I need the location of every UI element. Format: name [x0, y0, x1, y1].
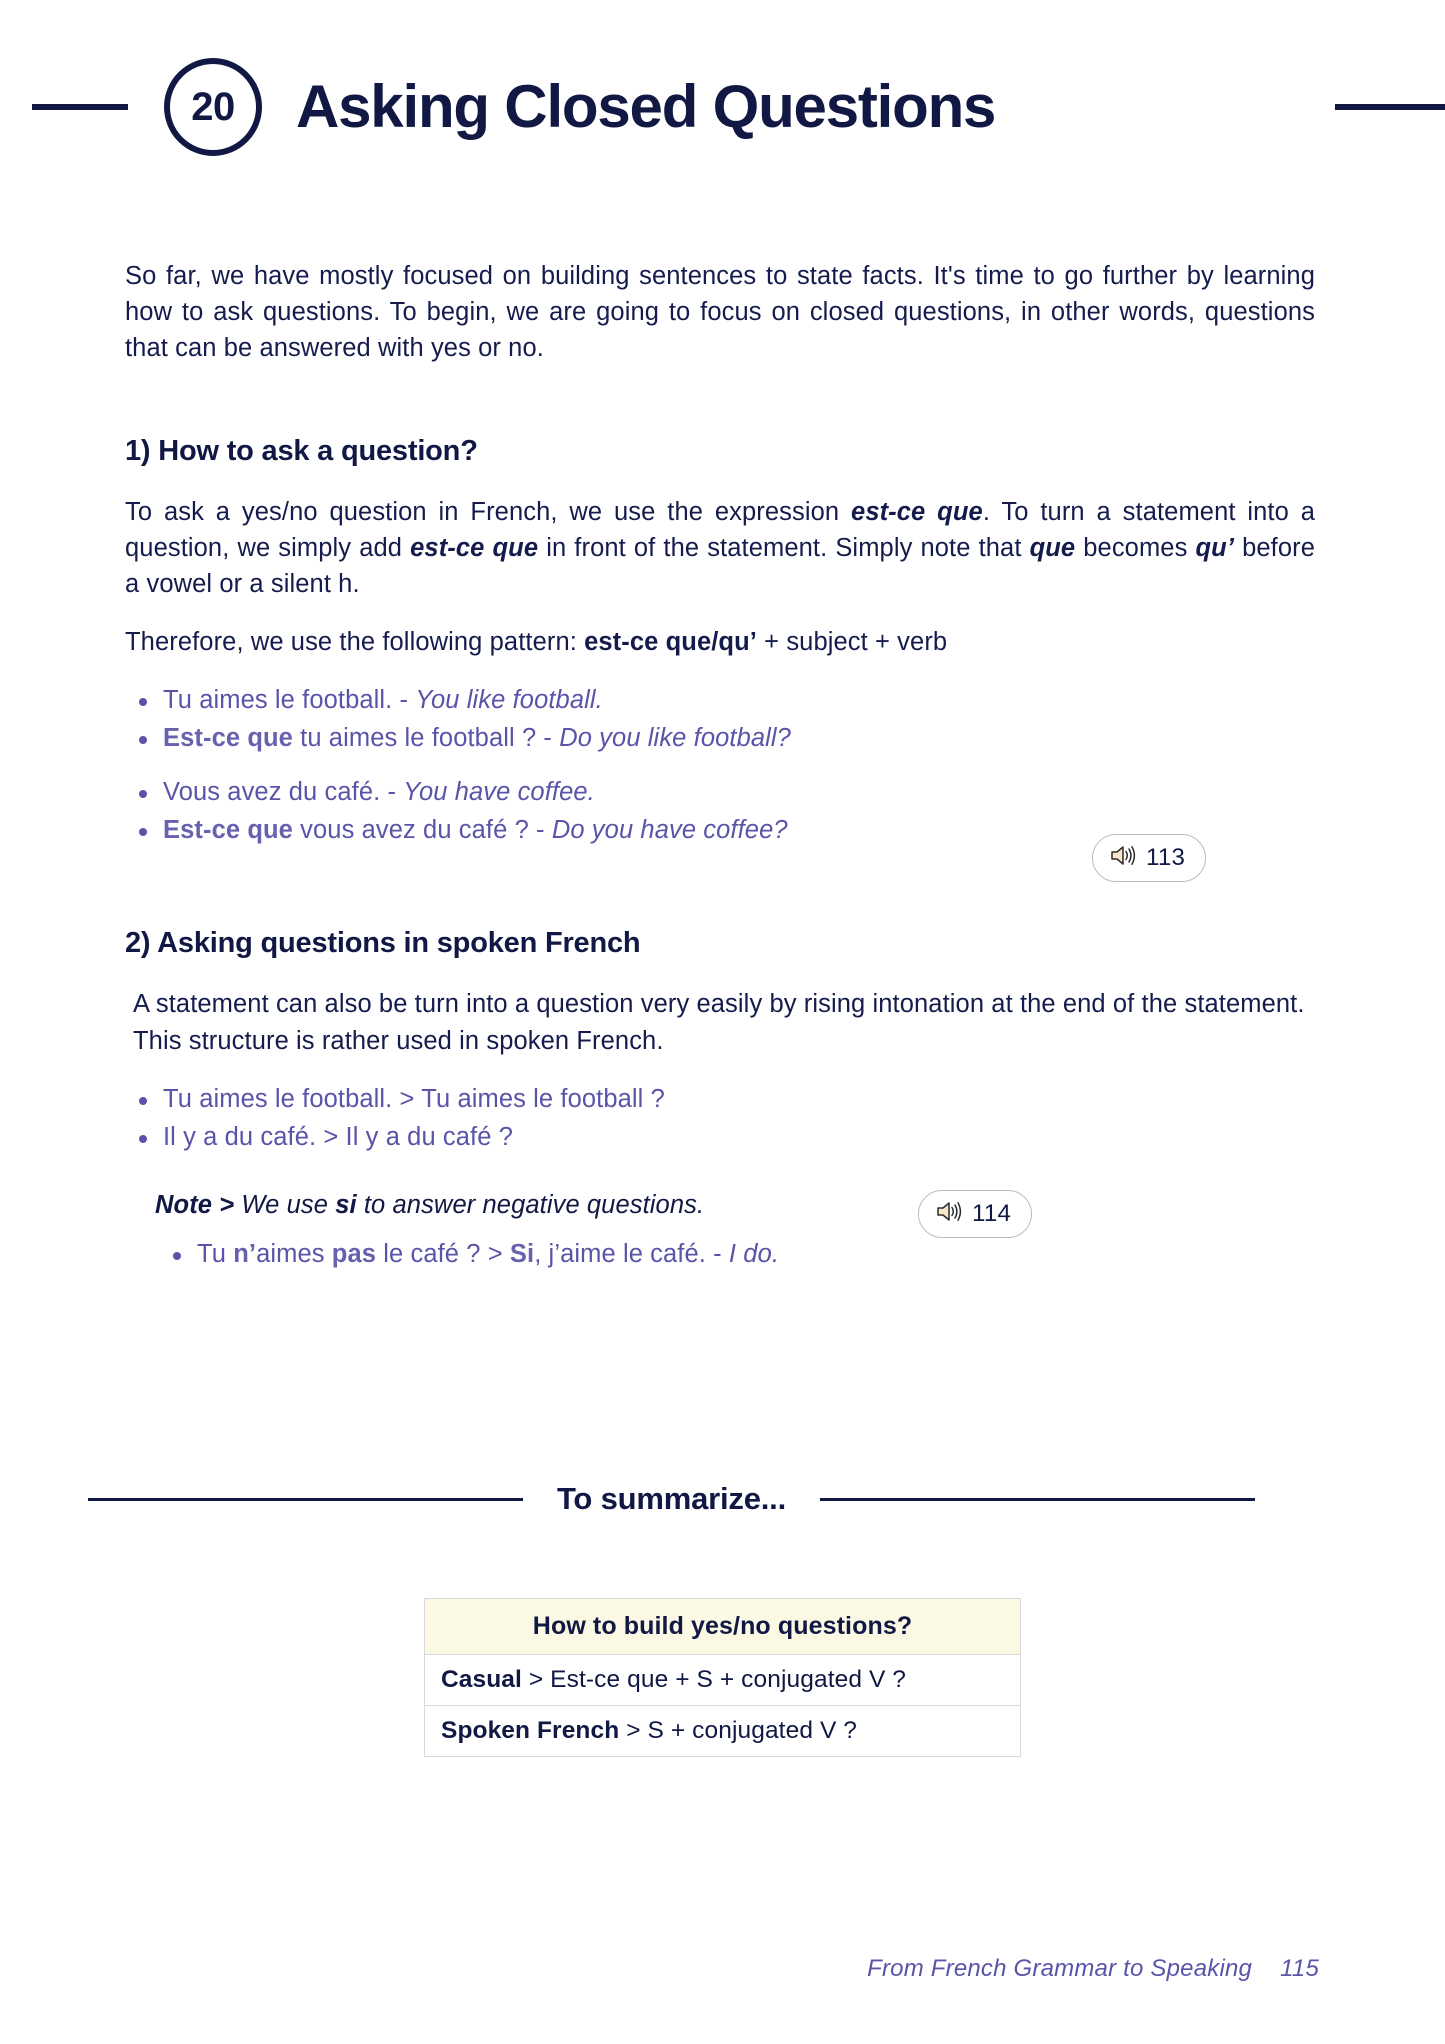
header-rule-left — [32, 104, 128, 110]
note-example-list — [125, 1236, 1315, 1274]
table-cell — [425, 1706, 1021, 1757]
text-run: + subject + verb — [756, 628, 948, 657]
example-english: You like football. — [415, 686, 603, 715]
intro-paragraph: So far, we have mostly focused on building sentences to state facts. It's time to go further by learning how to ask questions. To begin, we are going to focus on closed questions, in other words, questions that can be answered with yes or no. — [125, 262, 1315, 363]
example-french: Vous avez du café. - — [163, 777, 404, 806]
example-french: Tu aimes le football. - — [163, 686, 416, 715]
example-english: I do. — [728, 1239, 780, 1268]
text-run: to answer negative questions. — [356, 1191, 705, 1220]
table-row — [425, 1706, 1021, 1757]
note-line — [155, 1188, 1315, 1224]
emphasis-est-ce-que: est-ce que — [410, 533, 539, 562]
emphasis-qu: qu’ — [1195, 533, 1235, 562]
section-1-heading: 1) How to ask a question? — [125, 434, 478, 467]
list-item — [125, 720, 1315, 758]
list-item: Tu aimes le football. > Tu aimes le football ? — [125, 1081, 1315, 1119]
example-french: vous avez du café ? - — [292, 815, 552, 844]
row-value: > S + conjugated V ? — [619, 1717, 858, 1744]
audio-badge-113[interactable] — [1092, 834, 1206, 882]
table-header-row — [425, 1599, 1021, 1655]
emphasis-pas: pas — [331, 1239, 377, 1268]
section-1-paragraph-2 — [125, 624, 1315, 660]
row-value: > Est-ce que + S + conjugated V ? — [521, 1666, 907, 1693]
table-row — [425, 1655, 1021, 1706]
text-run: . To turn a statement into a question, we simply add — [125, 497, 1315, 562]
summary-table — [424, 1598, 1021, 1757]
section-2-paragraph-1: A statement can also be turn into a question very easily by rising intonation at the end of the statement. This structure is rather used in spoken French. — [133, 990, 1305, 1055]
footer-page-number: 115 — [1280, 1955, 1319, 1982]
note-label: Note > — [155, 1191, 235, 1220]
footer-book-title: From French Grammar to Speaking — [867, 1955, 1253, 1982]
page-footer — [867, 1955, 1319, 1983]
text-run: in front of the statement. Simply note that — [538, 533, 1030, 562]
audio-track-number: 114 — [972, 1200, 1012, 1227]
section-2-example-list — [125, 1081, 1315, 1156]
header-rule-right-wrap — [995, 104, 1445, 110]
emphasis-si: si — [335, 1191, 357, 1220]
section-2-heading: 2) Asking questions in spoken French — [125, 927, 641, 960]
text-run: We use — [234, 1191, 336, 1220]
chapter-number-badge — [164, 58, 262, 156]
text-run: le café ? > — [376, 1239, 510, 1268]
header-rule-right — [1335, 104, 1445, 110]
emphasis-si: Si — [509, 1239, 535, 1268]
summarize-divider — [0, 1481, 1445, 1517]
text-run: aimes — [256, 1239, 332, 1268]
row-term: Casual — [441, 1666, 522, 1693]
emphasis-que: que — [1029, 533, 1076, 562]
example-keyword: Est-ce que — [163, 815, 293, 844]
list-item — [125, 1236, 1315, 1274]
list-item — [125, 774, 1315, 812]
text-run: before a vowel or a silent h. — [125, 533, 1315, 599]
list-item: Il y a du café. > Il y a du café ? — [125, 1119, 1315, 1157]
example-keyword: Est-ce que — [163, 724, 293, 753]
speaker-icon — [1109, 844, 1136, 872]
section-1-example-list-a — [125, 682, 1315, 757]
text-run: To ask a yes/no question in French, we use the expression — [125, 497, 852, 526]
emphasis-ne: n’ — [233, 1239, 257, 1268]
section-1-paragraph-1 — [125, 494, 1315, 603]
table-header-cell: How to build yes/no questions? — [425, 1599, 1021, 1655]
pattern-formula: est-ce que/qu’ — [584, 628, 757, 657]
summarize-rule-left — [88, 1498, 523, 1501]
text-run: , j’aime le café. - — [534, 1239, 729, 1268]
summarize-label: To summarize... — [557, 1481, 786, 1516]
row-term: Spoken French — [441, 1717, 620, 1744]
text-run: Therefore, we use the following pattern: — [125, 628, 585, 657]
example-english: Do you have coffee? — [551, 815, 788, 844]
audio-badge-114[interactable] — [918, 1190, 1032, 1238]
emphasis-est-ce-que: est-ce que — [851, 497, 983, 526]
speaker-icon — [935, 1200, 962, 1228]
chapter-header — [0, 48, 1445, 166]
audio-track-number: 113 — [1146, 844, 1186, 871]
table-cell — [425, 1655, 1021, 1706]
summarize-rule-right — [820, 1498, 1255, 1501]
text-run: Tu — [197, 1239, 234, 1268]
main-content — [125, 258, 1315, 1274]
example-english: Do you like football? — [559, 724, 791, 753]
list-item — [125, 682, 1315, 720]
text-run: becomes — [1075, 533, 1196, 562]
example-french: tu aimes le football ? - — [292, 724, 560, 753]
example-english: You have coffee. — [403, 777, 595, 806]
chapter-number: 20 — [191, 84, 235, 129]
page-title: Asking Closed Questions — [296, 73, 996, 140]
